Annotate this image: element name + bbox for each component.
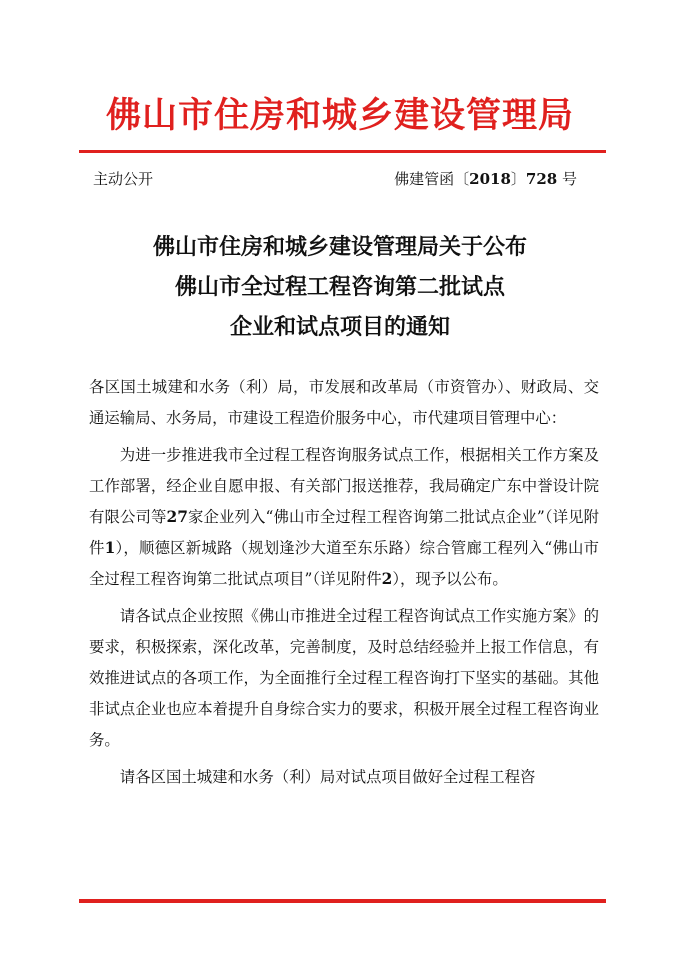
document-header-title: 佛山市住房和城乡建设管理局 bbox=[105, 95, 574, 136]
notice-body bbox=[89, 372, 599, 799]
paragraph-1 bbox=[89, 440, 599, 595]
paragraph-1-part-c: ），顺德区新城路（规划逢沙大道至东乐路）综合管廊工程列入“佛山市全过程工程咨询第二批试点项目”（详见附件 bbox=[89, 539, 599, 588]
paragraph-3: 请各区国土城建和水务（利）局对试点项目做好全过程工程咨 bbox=[119, 768, 536, 786]
notice-title-line-2: 佛山市全过程工程咨询第二批试点 bbox=[174, 274, 505, 300]
paragraph-1-part-a: 为进一步推进我市全过程工程咨询服务试点工作，根据相关工作方案及工作部署，经企业自愿申报、有关部门报送推荐，我局确定广东中誉设计院有限公司等 bbox=[89, 446, 599, 526]
header-red-rule bbox=[79, 150, 606, 153]
doc-year: 2018 bbox=[469, 170, 511, 188]
attachment-1-ref: 1 bbox=[104, 539, 116, 557]
notice-title-line-1: 佛山市住房和城乡建设管理局关于公布 bbox=[152, 234, 527, 260]
notice-title bbox=[0, 227, 680, 347]
enterprise-count: 27 bbox=[166, 508, 188, 526]
attachment-2-ref: 2 bbox=[381, 570, 393, 588]
paragraph-1-part-b: 家企业列入“佛山市全过程工程咨询第二批试点企业”（详见附件 bbox=[89, 508, 599, 557]
paragraph-1-part-d: ），现予以公布。 bbox=[392, 570, 508, 588]
disclosure-label: 主动公开 bbox=[93, 170, 154, 188]
doc-number-middle: 〕 bbox=[510, 170, 526, 188]
paragraph-2: 请各试点企业按照《佛山市推进全过程工程咨询试点工作实施方案》的要求，积极探索，深化改革，完善制度，及时总结经验并上报工作信息，有效推进试点的各项工作，为全面推行全过程工程咨询打下坚实的基础。其他非试点企业也应本着提升自身综合实力的要求，积极开展全过程工程咨询业务。 bbox=[89, 607, 599, 749]
footer-red-rule bbox=[79, 899, 606, 903]
notice-title-line-3: 企业和试点项目的通知 bbox=[229, 314, 450, 340]
doc-number-suffix: 号 bbox=[557, 170, 577, 188]
document-number bbox=[394, 169, 577, 189]
addressees-paragraph: 各区国土城建和水务（利）局，市发展和改革局（市资管办）、财政局、交通运输局、水务局，市建设工程造价服务中心，市代建项目管理中心： bbox=[89, 378, 599, 427]
doc-number-value: 728 bbox=[525, 170, 558, 188]
doc-number-prefix: 佛建管函〔 bbox=[394, 170, 470, 188]
